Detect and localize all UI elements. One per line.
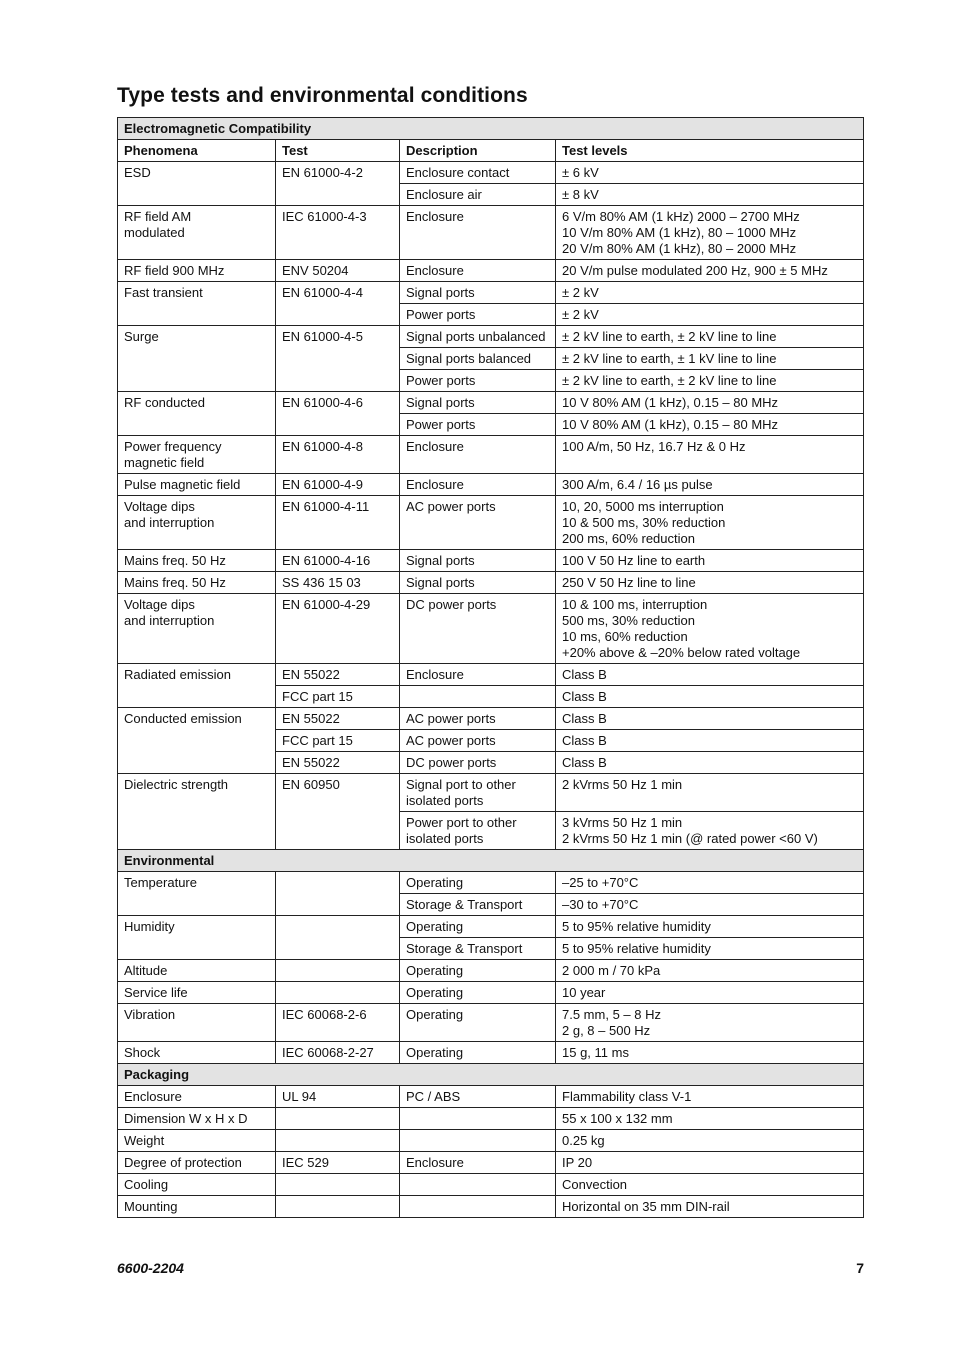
table-row [118,708,864,730]
table-row [118,664,864,686]
levels-cell: 2 000 m / 70 kPa [556,960,864,982]
table-row [118,1152,864,1174]
description-cell: Storage & Transport [400,938,556,960]
phenomena-cell: ESD [118,162,276,206]
levels-cell: 6 V/m 80% AM (1 kHz) 2000 – 2700 MHz 10 V/m 80% AM (1 kHz), 80 – 1000 MHz 20 V/m 80% AM (1 kHz), 80 – 2000 MHz [556,206,864,260]
section-header-row [118,118,864,140]
test-cell: EN 61000-4-2 [276,162,400,206]
levels-cell: 250 V 50 Hz line to line [556,572,864,594]
table-row [118,1130,864,1152]
section-title: Packaging [118,1064,864,1086]
table-row [118,916,864,938]
column-header: Description [400,140,556,162]
phenomena-cell: Degree of protection [118,1152,276,1174]
test-cell [276,1130,400,1152]
description-cell: Enclosure [400,1152,556,1174]
levels-cell: ± 2 kV line to earth, ± 2 kV line to line [556,326,864,348]
table-row [118,436,864,474]
description-cell: Signal ports [400,282,556,304]
spec-table-body [118,118,864,1218]
test-cell: EN 55022 [276,708,400,730]
description-cell: Enclosure air [400,184,556,206]
test-cell [276,872,400,916]
phenomena-cell: Mains freq. 50 Hz [118,572,276,594]
levels-cell: Convection [556,1174,864,1196]
levels-cell: 5 to 95% relative humidity [556,938,864,960]
page-title: Type tests and environmental conditions [117,84,528,107]
page-number: 7 [856,1260,864,1276]
phenomena-cell: Mains freq. 50 Hz [118,550,276,572]
levels-cell: 0.25 kg [556,1130,864,1152]
description-cell: Power ports [400,414,556,436]
test-cell: FCC part 15 [276,686,400,708]
test-cell: EN 61000-4-4 [276,282,400,326]
description-cell: Signal ports balanced [400,348,556,370]
table-row [118,982,864,1004]
table-row [118,872,864,894]
section-title: Environmental [118,850,864,872]
levels-cell: ± 2 kV line to earth, ± 1 kV line to line [556,348,864,370]
table-row [118,550,864,572]
table-row [118,162,864,184]
phenomena-cell: Radiated emission [118,664,276,708]
phenomena-cell: Dielectric strength [118,774,276,850]
phenomena-cell: Weight [118,1130,276,1152]
table-row [118,496,864,550]
section-title: Electromagnetic Compatibility [118,118,864,140]
levels-cell: ± 2 kV [556,304,864,326]
phenomena-cell: Pulse magnetic field [118,474,276,496]
description-cell: Power port to other isolated ports [400,812,556,850]
levels-cell: Class B [556,664,864,686]
test-cell: IEC 60068-2-27 [276,1042,400,1064]
levels-cell: 20 V/m pulse modulated 200 Hz, 900 ± 5 MHz [556,260,864,282]
table-row [118,1086,864,1108]
description-cell: Operating [400,872,556,894]
levels-cell: Horizontal on 35 mm DIN-rail [556,1196,864,1218]
levels-cell: Class B [556,686,864,708]
levels-cell: 2 kVrms 50 Hz 1 min [556,774,864,812]
levels-cell: 100 V 50 Hz line to earth [556,550,864,572]
description-cell: Enclosure [400,436,556,474]
phenomena-cell: RF conducted [118,392,276,436]
test-cell: EN 61000-4-6 [276,392,400,436]
description-cell: AC power ports [400,708,556,730]
test-cell: SS 436 15 03 [276,572,400,594]
levels-cell: 55 x 100 x 132 mm [556,1108,864,1130]
description-cell: Signal ports unbalanced [400,326,556,348]
phenomena-cell: Humidity [118,916,276,960]
description-cell: Enclosure [400,206,556,260]
table-row [118,1196,864,1218]
description-cell: Operating [400,1042,556,1064]
test-cell: EN 55022 [276,664,400,686]
description-cell: Enclosure [400,260,556,282]
table-row [118,572,864,594]
phenomena-cell: Surge [118,326,276,392]
description-cell [400,1108,556,1130]
column-header-row [118,140,864,162]
description-cell: Power ports [400,370,556,392]
test-cell: EN 61000-4-16 [276,550,400,572]
levels-cell: 300 A/m, 6.4 / 16 µs pulse [556,474,864,496]
table-row [118,1108,864,1130]
description-cell: Signal port to other isolated ports [400,774,556,812]
table-row [118,206,864,260]
description-cell: Power ports [400,304,556,326]
test-cell: EN 61000-4-29 [276,594,400,664]
test-cell: IEC 60068-2-6 [276,1004,400,1042]
section-header-row [118,1064,864,1086]
description-cell [400,686,556,708]
table-row [118,282,864,304]
table-row [118,1042,864,1064]
description-cell: Operating [400,982,556,1004]
test-cell: EN 61000-4-8 [276,436,400,474]
description-cell [400,1130,556,1152]
levels-cell: Class B [556,708,864,730]
test-cell: EN 61000-4-5 [276,326,400,392]
test-cell: EN 61000-4-11 [276,496,400,550]
levels-cell: IP 20 [556,1152,864,1174]
levels-cell: ± 8 kV [556,184,864,206]
table-row [118,774,864,812]
levels-cell: 10, 20, 5000 ms interruption 10 & 500 ms, 30% reduction 200 ms, 60% reduction [556,496,864,550]
test-cell [276,1174,400,1196]
description-cell: DC power ports [400,752,556,774]
phenomena-cell: Voltage dips and interruption [118,496,276,550]
levels-cell: 3 kVrms 50 Hz 1 min 2 kVrms 50 Hz 1 min (@ rated power <60 V) [556,812,864,850]
description-cell [400,1196,556,1218]
levels-cell: 15 g, 11 ms [556,1042,864,1064]
levels-cell: Class B [556,752,864,774]
table-row [118,326,864,348]
levels-cell: –30 to +70°C [556,894,864,916]
levels-cell: ± 2 kV line to earth, ± 2 kV line to line [556,370,864,392]
phenomena-cell: Vibration [118,1004,276,1042]
description-cell: Enclosure contact [400,162,556,184]
test-cell: EN 55022 [276,752,400,774]
phenomena-cell: Mounting [118,1196,276,1218]
levels-cell: Class B [556,730,864,752]
table-row [118,594,864,664]
description-cell: Storage & Transport [400,894,556,916]
description-cell: Signal ports [400,572,556,594]
test-cell: IEC 529 [276,1152,400,1174]
table-row [118,474,864,496]
description-cell: PC / ABS [400,1086,556,1108]
column-header: Phenomena [118,140,276,162]
description-cell: AC power ports [400,730,556,752]
test-cell [276,1108,400,1130]
phenomena-cell: Fast transient [118,282,276,326]
levels-cell: –25 to +70°C [556,872,864,894]
document-number: 6600-2204 [117,1260,184,1276]
phenomena-cell: Voltage dips and interruption [118,594,276,664]
levels-cell: Flammability class V-1 [556,1086,864,1108]
description-cell [400,1174,556,1196]
phenomena-cell: RF field AM modulated [118,206,276,260]
table-row [118,260,864,282]
test-cell [276,1196,400,1218]
table-row [118,1004,864,1042]
spec-table [117,117,864,1218]
description-cell: Operating [400,1004,556,1042]
levels-cell: 5 to 95% relative humidity [556,916,864,938]
test-cell: EN 61000-4-9 [276,474,400,496]
test-cell [276,916,400,960]
table-row [118,1174,864,1196]
column-header: Test levels [556,140,864,162]
phenomena-cell: RF field 900 MHz [118,260,276,282]
phenomena-cell: Service life [118,982,276,1004]
phenomena-cell: Shock [118,1042,276,1064]
levels-cell: 10 & 100 ms, interruption 500 ms, 30% reduction 10 ms, 60% reduction +20% above & –20% below rated voltage [556,594,864,664]
section-header-row [118,850,864,872]
description-cell: DC power ports [400,594,556,664]
column-header: Test [276,140,400,162]
phenomena-cell: Power frequency magnetic field [118,436,276,474]
phenomena-cell: Cooling [118,1174,276,1196]
test-cell: FCC part 15 [276,730,400,752]
levels-cell: 10 V 80% AM (1 kHz), 0.15 – 80 MHz [556,392,864,414]
levels-cell: 10 V 80% AM (1 kHz), 0.15 – 80 MHz [556,414,864,436]
test-cell: ENV 50204 [276,260,400,282]
description-cell: Enclosure [400,664,556,686]
table-row [118,392,864,414]
phenomena-cell: Conducted emission [118,708,276,774]
test-cell: EN 60950 [276,774,400,850]
test-cell [276,960,400,982]
test-cell: IEC 61000-4-3 [276,206,400,260]
levels-cell: 10 year [556,982,864,1004]
description-cell: Operating [400,916,556,938]
description-cell: AC power ports [400,496,556,550]
test-cell: UL 94 [276,1086,400,1108]
levels-cell: 7.5 mm, 5 – 8 Hz 2 g, 8 – 500 Hz [556,1004,864,1042]
description-cell: Signal ports [400,550,556,572]
levels-cell: ± 2 kV [556,282,864,304]
phenomena-cell: Enclosure [118,1086,276,1108]
phenomena-cell: Altitude [118,960,276,982]
table-row [118,960,864,982]
levels-cell: 100 A/m, 50 Hz, 16.7 Hz & 0 Hz [556,436,864,474]
phenomena-cell: Temperature [118,872,276,916]
description-cell: Signal ports [400,392,556,414]
description-cell: Enclosure [400,474,556,496]
description-cell: Operating [400,960,556,982]
phenomena-cell: Dimension W x H x D [118,1108,276,1130]
levels-cell: ± 6 kV [556,162,864,184]
test-cell [276,982,400,1004]
